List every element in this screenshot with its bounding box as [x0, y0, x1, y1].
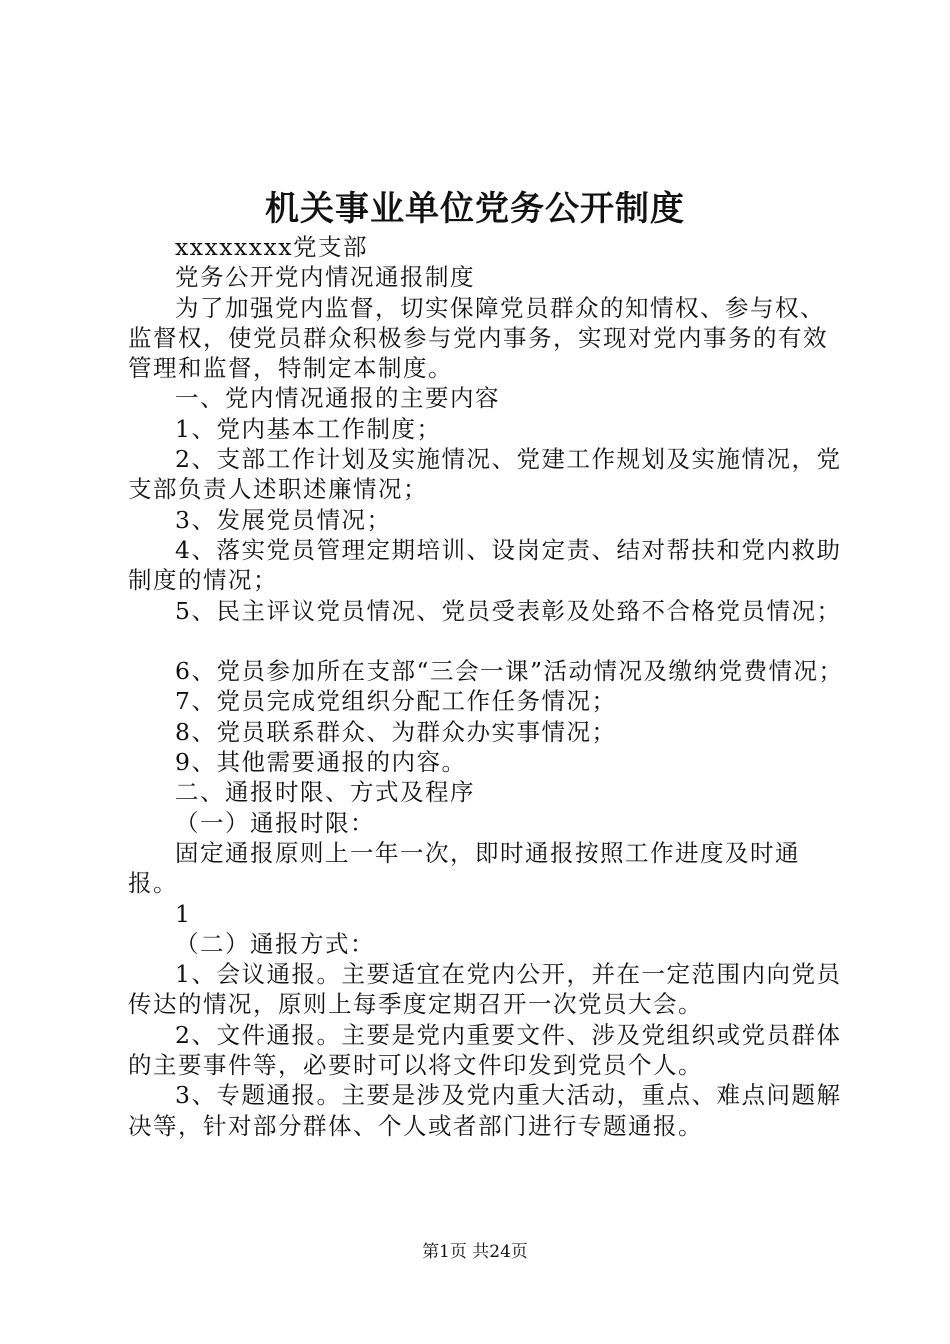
subsection-heading: （二）通报方式：	[175, 929, 375, 958]
section-heading-1: 一、党内情况通报的主要内容	[175, 384, 500, 413]
document-body	[128, 232, 848, 1141]
paragraph-time-limit: 固定通报原则上一年一次，即时通报按照工作进度及时通报。	[128, 838, 800, 898]
list-item: 1、党内基本工作制度；	[175, 414, 442, 443]
list-item: 9、其他需要通报的内容。	[175, 748, 467, 777]
paragraph-branch-name: xxxxxxxx党支部	[175, 233, 369, 261]
list-item: 1、会议通报。主要适宜在党内公开，并在一定范围内向党员传达的情况，原则上每季度定期召开一次党员大会。	[128, 960, 842, 1019]
paragraph-purpose: 为了加强党内监督，切实保障党员群众的知情权、参与权、监督权，使党员群众积极参与党内事务，实现对党内事务的有效管理和监督，特制定本制度。	[128, 293, 828, 383]
document-title: 机关事业单位党务公开制度	[265, 189, 685, 229]
list-item: 5、民主评议党员情况、党员受表彰及处臵不合格党员情况；	[175, 596, 842, 625]
inline-page-number: 1	[175, 899, 192, 928]
list-item: 2、支部工作计划及实施情况、党建工作规划及实施情况，党支部负责人述职述廉情况；	[128, 445, 842, 504]
page-footer: 第1页 共24页	[422, 1242, 528, 1262]
list-item: 4、落实党员管理定期培训、设岗定责、结对帮扶和党内救助制度的情况；	[128, 535, 842, 595]
list-item: 6、党员参加所在支部“三会一课”活动情况及缴纳党费情况；	[175, 657, 844, 686]
list-item: 3、专题通报。主要是涉及党内重大活动，重点、难点问题解决等，针对部分群体、个人或者部门进行专题通报。	[128, 1081, 842, 1140]
blank-line	[128, 626, 848, 656]
subsection-heading: （一）通报时限：	[175, 808, 375, 837]
list-item: 7、党员完成党组织分配工作任务情况；	[175, 687, 617, 716]
list-item: 8、党员联系群众、为群众办实事情况；	[175, 717, 617, 746]
paragraph-subtitle: 党务公开党内情况通报制度	[175, 263, 475, 292]
list-item: 2、文件通报。主要是党内重要文件、涉及党组织或党员群体的主要事件等，必要时可以将文件印发到党员个人。	[128, 1020, 842, 1080]
list-item: 3、发展党员情况；	[175, 505, 392, 534]
section-heading-2: 二、通报时限、方式及程序	[175, 778, 475, 807]
